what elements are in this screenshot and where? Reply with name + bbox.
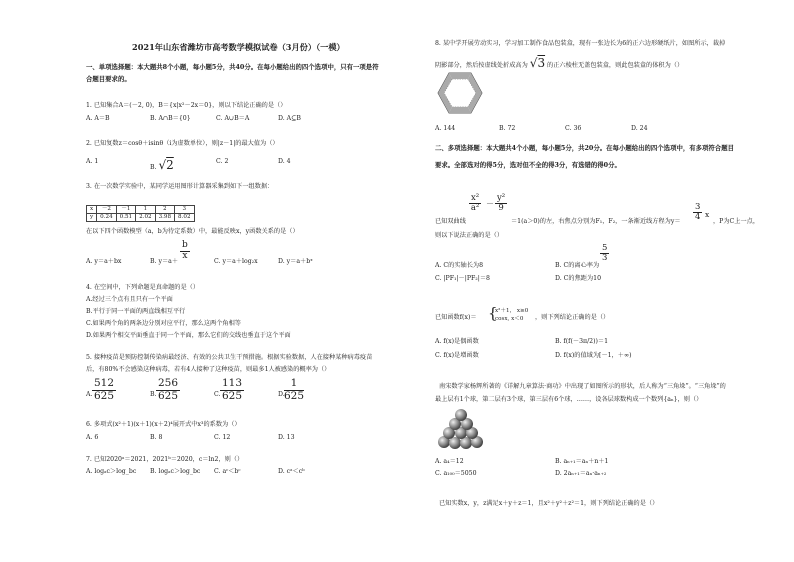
q3-fraction [180,241,190,262]
q9-slope-fraction [693,203,702,223]
q9-option-a: A. C的实轴长为8 [435,262,484,269]
q4-option-d: D.如果两个相交平面垂直于同一个平面，那么它们的交线也垂直于这个平面 [86,332,291,339]
q1-option-c: C. A∪B＝A [216,115,250,122]
q5-option-c-label: C. [214,391,221,398]
q8-stem-2a: 阴影部分，然后按虚线处折成高为 [435,62,528,69]
sphere-stack-figure [437,408,485,450]
table-header-y: y [87,214,97,222]
q10-option-d: D. f(x)的值域为[－1，＋∞) [555,352,632,359]
frac-den: 3 [602,253,608,264]
sphere [449,437,461,449]
q9-option-c: C. |PF₁|－|PF₂|＝8 [435,275,490,282]
q10-pre: 已知函数f(x)＝ [435,314,477,321]
q8-option-d: D. 24 [631,125,648,132]
q10-case-2: cosx, x＜0 [495,316,524,322]
table-cell: 2.02 [136,214,155,222]
q3-option-a: A. y＝a＋bx [86,258,122,265]
q5-option-d-label: D. [278,391,285,398]
frac-num: 3 [695,202,701,212]
frac-num: 113 [222,377,243,389]
sqrt-symbol: √ [158,158,167,172]
q9-mid: ＝1(a＞0)的左，右焦点分别为F₁，F₂，一条渐近线方程为y＝ [511,218,681,225]
q10-option-c: C. f(x)是增函数 [435,352,479,359]
q2-option-b [150,158,174,173]
q3-option-c: C. y＝a＋log₂x [214,258,258,265]
table-cell: 8.02 [175,214,194,222]
q9-eccentricity-fraction [600,244,609,264]
q3-stem-2: 在以下四个函数模型（a，b为待定系数）中，最能反映x，y函数关系的是（） [86,228,299,235]
q6-option-b: B. 8 [150,434,163,441]
q10-case-1: x²＋1， x≥0 [495,308,529,314]
shaded-corner [449,107,471,113]
frac-num: 256 [158,377,179,389]
right-column [435,0,765,562]
q9-slope-x: x [705,210,710,219]
q6-option-d: D. 13 [278,434,295,441]
frac-den: 9 [498,203,504,214]
q10-option-a: A. f(x)是偶函数 [435,338,479,345]
page-title: 2021年山东省潍坊市高考数学模拟试卷（3月份）（一模） [132,42,345,52]
shaded-corner [449,73,471,79]
q2-option-c: C. 2 [216,158,229,165]
q1-option-d: D. A⊆B [278,115,301,122]
frac-num: 1 [284,378,304,391]
q11-option-a: A. a₄＝12 [435,458,464,465]
q6-stem: 6. 多项式(x²＋1)(x＋1)(x＋2)⁴展开式中x³的系数为（） [86,421,241,428]
q11-option-b: B. aₙ₊₁＝aₙ＋n＋1 [555,458,609,465]
q9-minus: － [486,199,494,208]
q2-option-d: D. 4 [278,158,291,165]
q7-option-d: D. cᵃ＜cᵇ [278,468,305,475]
table-row-x [87,206,195,214]
table-row-y [87,214,195,222]
q8-option-b: B. 72 [499,125,516,132]
frac-num: 5 [602,243,608,253]
q2-stem: 2. 已知复数z＝cosθ＋isinθ（i为虚数单位），则|z－1|的最大值为（） [86,140,279,147]
table-cell: －2 [97,206,116,214]
q7-option-b: B. logₐc＞log_bc [150,468,201,475]
q5-option-b-label: B. [150,391,157,398]
table-cell: 3 [175,206,194,214]
q4-stem: 4. 在空间中，下列命题是真命题的是（） [86,284,200,291]
q11-option-d: D. 2aₙ₊₁＝aₙ·aₙ₊₂ [555,470,607,477]
q5-option-a-fraction [92,378,116,402]
q2-sqrt-value: 2 [166,158,174,172]
q6-option-c: C. 12 [214,434,231,441]
q3-frac-den: x [182,250,188,261]
q9-option-b: B. C的离心率为 [555,262,600,269]
q9-frac-y [495,194,507,214]
hexagon-figure [437,72,483,114]
q3-option-d: D. y＝a＋bˣ [278,258,313,265]
frac-den: 625 [158,389,179,402]
q2-option-b-label: B. [150,164,157,171]
q3-option-b: B. y＝a＋ [150,258,179,265]
frac-den: 625 [284,389,305,402]
section2-heading-cont: 要求。全部选对的得5分，选对但不全的得3分，有选错的得0分。 [435,161,621,169]
sqrt-symbol: √ [529,56,538,70]
q1-stem: 1. 已知集合A＝(－2, 0)，B＝{x|x²－2x＝0}，则以下结论正确的是（） [86,102,287,109]
brace-symbol: { [488,304,498,322]
q8-stem-2 [435,56,683,71]
q1-option-b: B. A∩B＝{0} [150,115,191,122]
q11-option-c: C. a₁₀₀＝5050 [435,470,477,477]
q10-post: ，则下列结论正确的是（） [535,314,610,321]
section1-heading: 一、单项选择题：本大题共8个小题，每小题5分，共40分。在每小题给出的四个选项中，只有一项是符 [86,63,379,71]
q3-stem: 3. 在一次数学实验中，某同学运用图形计算器采集到如下一组数据： [86,183,274,190]
q8-stem: 8. 某中学开展劳动实习，学习加工制作食品包装盒，现有一张边长为6的正六边形硬纸片，如图所示，裁掉 [435,40,726,47]
q8-stem-2b: 的正六棱柱无盖包装盒，则此包装盒的体积为（） [547,62,684,69]
q1-option-a: A. A＝B [86,115,110,122]
left-column [86,0,406,562]
q8-sqrt-value: 3 [537,56,546,70]
q10-option-b: B. f(f(－3π/2))＝1 [555,338,609,345]
q8-option-a: A. 144 [435,125,456,132]
q5-stem-2: 后，有80%不会感染这种病毒，若有4人接种了这种疫苗，则最多1人被感染的概率为（） [86,366,331,373]
sphere [455,409,467,421]
frac-num: y² [497,193,506,203]
frac-num: 512 [94,377,115,389]
q9-stem-2: 则以下说法正确的是（） [435,232,504,239]
q9-pre: 已知双曲线 [435,218,466,225]
section2-heading: 二、多项选择题：本大题共4个小题，每小题5分，共20分。在每小题给出的四个选项中，有多项符合题目 [435,144,734,152]
q11-stem-2: 最上层有1个球，第二层有3个球，第三层有6个球，……，设各层球数构成一个数列{aₙ}，则（） [435,396,703,403]
q8-option-c: C. 36 [565,125,582,132]
q12-stem: 已知实数x，y，z满足x＋y＋z＝1，且x²＋y²＋z²＝1，则下列结论正确的是（） [439,500,659,507]
frac-den: 625 [222,389,243,402]
q4-option-c: C.如果两个角的两条边分别对应平行，那么这两个角相等 [86,320,241,327]
q3-data-table [86,205,195,222]
q5-option-b-fraction [156,378,180,402]
table-cell: －1 [116,206,135,214]
frac-den: 4 [695,212,701,223]
table-cell: 0.51 [116,214,135,222]
q7-option-c: C. aᶜ＜bᶜ [214,468,241,475]
q4-option-a: A.经过三个点有且只有一个平面 [86,296,173,303]
q7-stem: 7. 已知2020ᵃ＝2021，2021ᵇ＝2020，c＝ln2，则（） [86,456,244,463]
q9-option-d: D. C的焦距为10 [555,275,602,282]
table-cell: 1 [136,206,155,214]
q6-option-a: A. 6 [86,434,99,441]
q2-option-a: A. 1 [86,158,99,165]
section1-heading-cont: 合题目要求的。 [86,75,131,83]
q7-option-a: A. logₐc＞log_bc [86,468,137,475]
q4-option-b: B.平行于同一平面的两直线相互平行 [86,308,186,315]
q5-option-d-fraction [284,378,304,402]
q9-frac-x [469,194,481,214]
q5-option-a-label: A. [86,391,93,398]
q11-stem: 南宋数学家杨辉所著的《详解九章算法·商功》中出现了如图所示的形状，后人称为“三角垛”。“三角垛”的 [439,383,726,390]
table-header-x: x [87,206,97,214]
q5-option-c-fraction [220,378,244,402]
frac-den: 625 [94,389,115,402]
table-cell: 0.24 [97,214,116,222]
table-cell: 2 [155,206,174,214]
frac-den: a² [470,203,480,214]
frac-num: x² [471,193,480,203]
q5-stem: 5. 接种疫苗是预防控制传染病最经济、有效的公共卫生干预措施。根据实验数据，人在接种某种病毒疫苗 [86,354,373,361]
q3-frac-num: b [182,240,188,250]
q9-post: ，P为C上一点， [713,218,760,225]
table-cell: 3.98 [155,214,174,222]
